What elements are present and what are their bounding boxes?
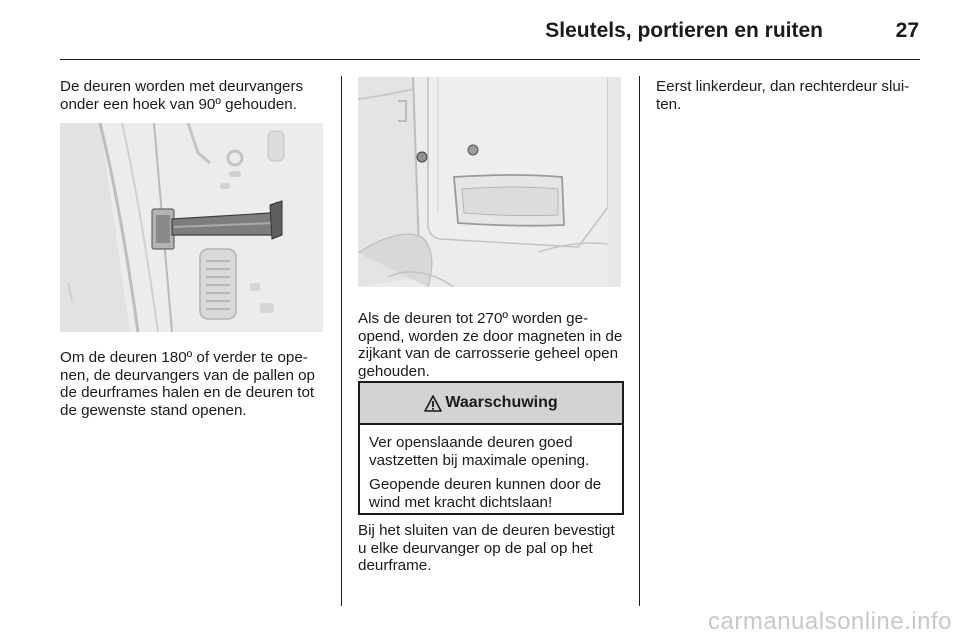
warning-box xyxy=(358,381,624,515)
intro-text: De deuren worden met deurvangers onder een hoek van 90º gehouden. xyxy=(60,78,304,113)
column-divider-2 xyxy=(639,76,640,606)
warning-header xyxy=(360,383,622,425)
warning-line: Geopende deuren kunnen door de wind met kracht dichtslaan! xyxy=(369,476,602,511)
page-title: Sleutels, portieren en ruiten xyxy=(545,19,823,42)
warning-line: Ver openslaande deuren goed vastzetten bij maximale opening. xyxy=(369,434,590,469)
closing-text: Bij het sluiten van de deuren bevestigt u elke deurvanger op de pal op het deurframe. xyxy=(358,522,615,574)
warning-triangle-icon xyxy=(424,395,442,412)
column-divider-1 xyxy=(341,76,342,606)
opening-180-text: Om de deuren 180º of verder te ope-nen, de deurvangers van de pallen op de deurframes halen en de deuren tot de gewenste stand openen. xyxy=(60,349,316,419)
warning-title: Waarschuwing xyxy=(445,394,558,411)
page-number: 27 xyxy=(895,19,919,42)
header-rule xyxy=(60,59,920,60)
door-order-text: Eerst linkerdeur, dan rechterdeur slui-ten. xyxy=(656,78,910,113)
door-magnet-illustration xyxy=(358,77,621,287)
door-check-strap-illustration xyxy=(60,123,323,332)
watermark: carmanualsonline.info xyxy=(708,608,952,635)
opening-270-text: Als de deuren tot 270º worden ge-opend, worden ze door magneten in de zijkant van de carrosserie geheel open gehouden. xyxy=(358,310,623,380)
